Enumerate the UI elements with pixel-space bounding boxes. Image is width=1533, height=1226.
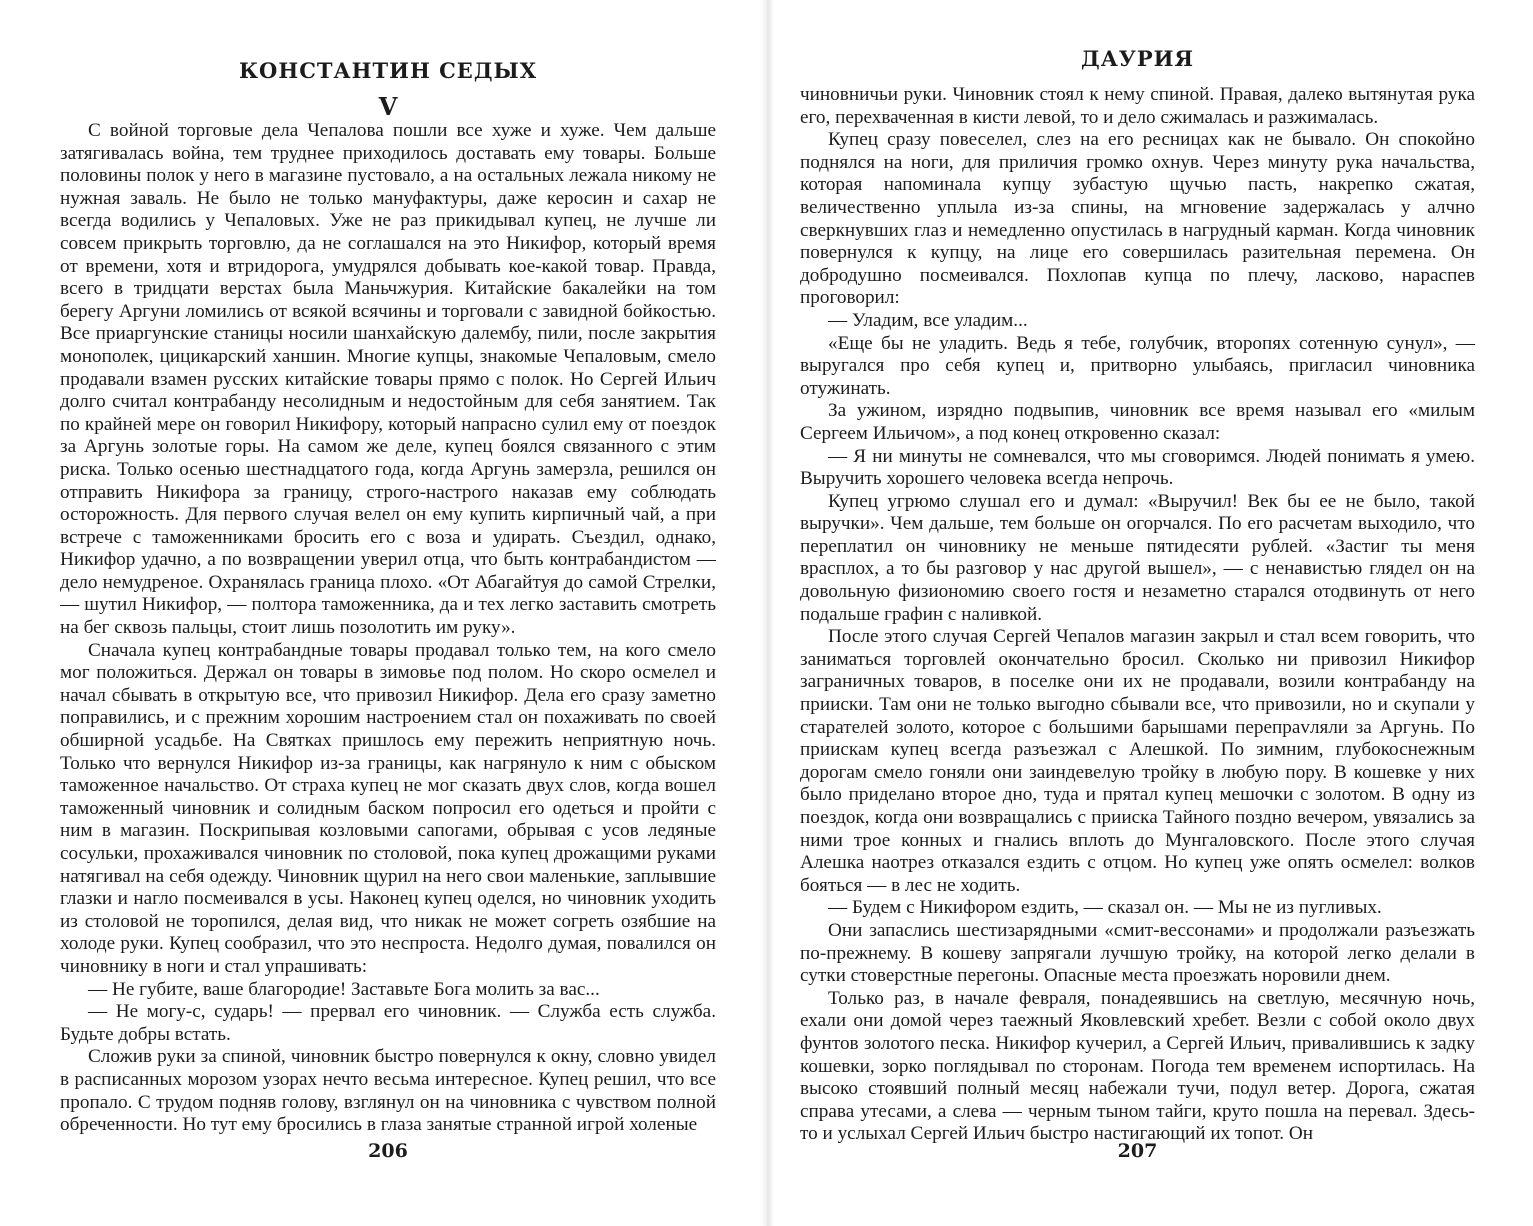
right-page: [800, 0, 1475, 1226]
left-page: [60, 0, 716, 1226]
left-page-body: [60, 120, 716, 1137]
paragraph: Сначала купец контрабандные товары продавал только тем, на кого смело мог положиться. Держал он товары в зимовье под полом. Но скоро осмелел и начал сбывать в открытую все, что привозил Никифор. Дела его сразу заметно поправились, и с прежним хорошим настроением стал он похаживать по своей обширной усадьбе. На Святках пришлось ему пережить неприятную ночь. Только что вернулся Никифор из-за границы, как нагрянуло к ним с обыском таможенное начальство. От страха купец не мог сказать двух слов, когда вошел таможенный чиновник и солидным баском попросил его одеться и пройти с ним в магазин. Поскрипывая козловыми сапогами, обрывая с усов ледяные сосульки, прохаживался чиновник по столовой, пока купец дрожащими руками натягивал на себя одежду. Чиновник щурил на него свои маленькие, заплывшие глазки и нагло посмеивался в усы. Наконец купец оделся, но чиновник уходить из столовой не торопился, делая вид, что никак не может согреть озябшие на холоде руки. Купец сообразил, что это неспроста. Недолго думая, повалился он чиновнику в ноги и стал упрашивать:: [60, 639, 716, 977]
left-page-number: 206: [368, 1140, 408, 1162]
paragraph: Только раз, в начале февраля, понадеявшись на светлую, месячную ночь, ехали они домой через таежный Яковлевский хребет. Везли с собой около двух фунтов золотого песка. Никифор кучерил, а Сергей Ильич, привалившись к задку кошевки, зорко поглядывал по сторонам. Погода тем временем испортилась. На высоко стоявший полный месяц набежали тучи, подул ветер. Дорога, сжатая справа утесами, а слева — черным тыном тайги, круто пошла на перевал. Здесь-то и услыхал Сергей Ильич быстро настигающий их топот. Он: [800, 987, 1475, 1145]
paragraph: — Будем с Никифором ездить, — сказал он. — Мы не из пугливых.: [828, 897, 1382, 919]
paragraph: Они запаслись шестизарядными «смит-вессонами» и продолжали разъезжать по-прежнему. В кошеву запрягали лучшую тройку, на которой легко делали в сутки стоверстные перегоны. Опасные места проезжать норовили днем.: [800, 919, 1475, 987]
paragraph: Сложив руки за спиной, чиновник быстро повернулся к окну, словно увидел в расписанных морозом узорах нечто весьма интересное. Купец решил, что все пропало. С трудом подняв голову, взглянул он на чиновника с чувством полной обреченности. Но тут ему бросились в глаза занятые странной игрой холеные: [60, 1046, 716, 1136]
paragraph-continuation: чиновничьи руки. Чиновник стоял к нему спиной. Правая, далеко вытянутая рука его, перехваченная в кисти левой, то и дело сжималась и разжималась.: [800, 84, 1475, 128]
right-page-body: [800, 84, 1475, 1146]
paragraph: «Еще бы не уладить. Ведь я тебе, голубчик, второпях сотенную сунул», — выругался про себя купец и, притворно улыбаясь, пригласил чиновника отужинать.: [800, 332, 1475, 399]
paragraph: За ужином, изрядно подвыпив, чиновник все время называл его «милым Сергеем Ильичом», а под конец откровенно сказал:: [800, 400, 1475, 444]
paragraph: — Не могу-с, сударь! — прервал его чиновник. — Служба есть служба. Будьте добры встать.: [60, 1001, 716, 1045]
paragraph: — Я ни минуты не сомневался, что мы сговоримся. Людей понимать я умею. Выручить хорошего человека всегда непрочь.: [800, 445, 1475, 490]
right-page-number: 207: [1117, 1140, 1158, 1162]
book-gutter: [760, 0, 774, 1226]
left-page-header: КОНСТАНТИН СЕДЫХ: [238, 58, 538, 83]
paragraph: — Уладим, все уладим...: [828, 309, 1028, 331]
paragraph: После этого случая Сергей Чепалов магазин закрыл и стал всем говорить, что заниматься торговлей окончательно бросил. Сколько ни привозил Никифор заграничных товаров, в поселке они их не продавали, возили контрабанду на прииски. Там они не только выгодно сбывали все, что привозили, но и скупали у старателей золото, которое с большими барышами перепрavляли за Аргунь. По приискам купец всегда разъезжал с Алешкой. По зимним, глубокоснежным дорогам смело гоняли они заиндевелую тройку в любую пору. В кошевке у них было приделано второе дно, туда и прятал купец мешочки с золотом. В одну из поездок, когда они возвращались с прииска Тайного поздно вечером, увязались за ними трое конных и гнались вплоть до Мунгаловского. После этого случая Алешка наотрез отказался ездить с отцом. Но купец уже опять осмелел: волков бояться — в лес не ходить.: [800, 626, 1475, 896]
paragraph: Купец сразу повеселел, слез на его ресницах как не бывало. Он спокойно поднялся на ноги, для приличия громко охнув. Через минуту рука начальства, которая напоминала купцу зубастую щучью пасть, накрепко сжатая, величественно уплыла из-за спины, на мгновение задержалась у алчно сверкнувших глаз и немедленно опустилась в нагрудный карман. Когда чиновник повернулся к купцу, на лице его совершилась разительная перемена. Он добродушно посмеивался. Похлопав купца по плечу, ласково, нараспев проговорил:: [800, 129, 1475, 309]
paragraph: С войной торговые дела Чепалова пошли все хуже и хуже. Чем дальше затягивалась война, тем труднее приходилось доставать ему товары. Больше половины полок у него в магазине пустовало, а на остальных лежала никому не нужная заваль. Не было не только мануфактуры, даже керосин и сахар не всегда водились у Чепаловых. Уже не раз прикидывал купец, не лучше ли совсем прикрыть торговлю, да не соглашался на это Никифор, который время от времени, хотя и втридорога, умудрялся добывать кое-какой товар. Правда, всего в тридцати верстах была Маньчжурия. Китайские бакалейки на том берегу Аргуни ломились от всякой всячины и торговали с завидной бойкостью. Все приаргунские станицы носили шанхайскую далембу, пили, после закрытия монополек, цицикарский ханшин. Многие купцы, знакомые Чепаловым, смело продавали взамен русских китайские товары прямо с полок. Но Сергей Ильич долго считал контрабанду несолидным и недостойным для себя занятием. Так по крайней мере он говорил Никифору, который напрасно сулил ему от поездок за Аргунь золотые горы. На самом же деле, купец боялся связанного с этим риска. Только осенью шестнадцатого года, когда Аргунь замерзла, решился он отправить Никифора за границу, строго-настрого наказав ему соблюдать осторожность. Для первого случая велел он ему купить кирпичный чай, а при встрече с таможенниками бросить его с воза и удирать. Съездил, однако, Никифор удачно, а по возвращении уверил отца, что быть контрабандистом — дело немудреное. Охранялась граница плохо. «От Абагайтуя до самой Стрелки, — шутил Никифор, — полтора таможенника, да и тех легко заставить смотреть на бег сквозь пальцы, стоит лишь позолотить им руку».: [60, 120, 716, 639]
paragraph: — Не губите, ваше благородие! Заставьте Бога молить за вас...: [88, 978, 600, 1000]
chapter-number: V: [378, 92, 398, 121]
paragraph: Купец угрюмо слушал его и думал: «Выручил! Век бы ее не было, такой выручки». Чем дальше, тем больше он огорчался. По его расчетам выходило, что переплатил он чиновнику не меньше пятидесяти рублей. «Застиг ты меня врасплох, а то бы разговор у нас другой вышел», — с ненавистью глядел он на довольную физиономию своего гостя и незаметно старался отодвинуть от него подальше графин с наливкой.: [800, 490, 1475, 625]
right-page-header: ДАУРИЯ: [1081, 46, 1194, 71]
